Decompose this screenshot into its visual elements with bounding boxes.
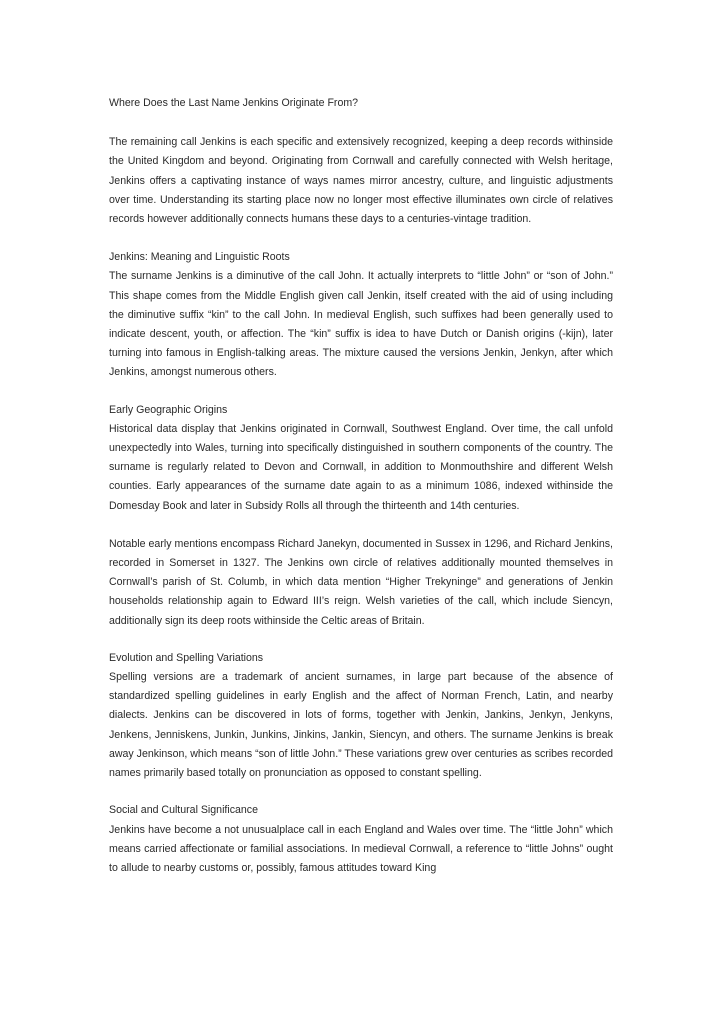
section-heading: Evolution and Spelling Variations [109,651,264,664]
section-paragraph: Notable early mentions encompass Richard Janekyn, documented in Sussex in 1296, and Richard Jenkins, recorded in Somerset in 1327. The Jenkins own circle of relatives additionally mounted themselves in Cornwall’s parish of St. Columb, in which data mention “Higher Trekyninge” and generations of Jenkin households relationship again to Edward III’s reign. Welsh varieties of the call, which include Siencyn, additionally sign its deep roots withinside the Celtic areas of Britain. [109,537,613,627]
section-paragraph: The surname Jenkins is a diminutive of the call John. It actually interprets to “little John” or “son of John.” This shape comes from the Middle English given call Jenkin, itself created with the aid of using including the diminutive suffix “kin” to the call John. In medieval English, such suffixes had been generally used to indicate descent, youth, or affection. The “kin” suffix is idea to have Dutch or Danish origins (-kijn), later turning into famous in English-talking areas. The mixture caused the versions Jenkin, Jenkyn, after which Jenkins, amongst numerous others. [109,270,613,379]
section-paragraph: Historical data display that Jenkins originated in Cornwall, Southwest England. Over time, the call unfold unexpectedly into Wales, turning into specifically distinguished in southern components of the country. The surname is regularly related to Devon and Cornwall, in addition to Monmouthshire and different Welsh counties. Early appearances of the surname date again to as a minimum 1086, indexed withinside the Domesday Book and later in Subsidy Rolls all through the thirteenth and 14th centuries. [109,422,613,512]
section-geographic-origins [109,401,613,631]
section-meaning [109,248,613,382]
document-page [109,94,613,896]
section-heading: Early Geographic Origins [109,403,228,416]
section-heading: Social and Cultural Significance [109,804,258,817]
document-title: Where Does the Last Name Jenkins Originate From? [109,97,359,109]
section-spelling-variations [109,649,613,783]
section-social-significance [109,801,613,878]
section-paragraph: Spelling versions are a trademark of ancient surnames, in large part because of the absence of standardized spelling guidelines in early English and the affect of Norman French, Latin, and nearby dialects. Jenkins can be discovered in lots of forms, together with Jenkin, Jankins, Jenkyn, Jenkyns, Jenkens, Jenniskens, Junkin, Junkins, Jinkins, Jankin, Siencyn, and others. The surname Jenkins is break away Jenkinson, which means “son of little John.” These variations grew over centuries as scribes recorded names primarily based totally on pronunciation as opposed to constant spelling. [109,671,613,780]
section-heading: Jenkins: Meaning and Linguistic Roots [109,251,290,264]
intro-paragraph: The remaining call Jenkins is each specific and extensively recognized, keeping a deep records withinside the United Kingdom and beyond. Originating from Cornwall and carefully connected with Welsh heritage, Jenkins offers a captivating instance of ways names mirror ancestry, culture, and linguistic adjustments over time. Understanding its starting place now no longer most effective illuminates own circle of relatives records however additionally connects humans these days to a centuries-vintage tradition. [109,136,613,226]
section-paragraph: Jenkins have become a not unusualplace call in each England and Wales over time. The “little John” which means carried affectionate or familial associations. In medieval Cornwall, a reference to “little Johns” ought to allude to nearby customs or, possibly, famous attitudes toward King [109,823,613,874]
